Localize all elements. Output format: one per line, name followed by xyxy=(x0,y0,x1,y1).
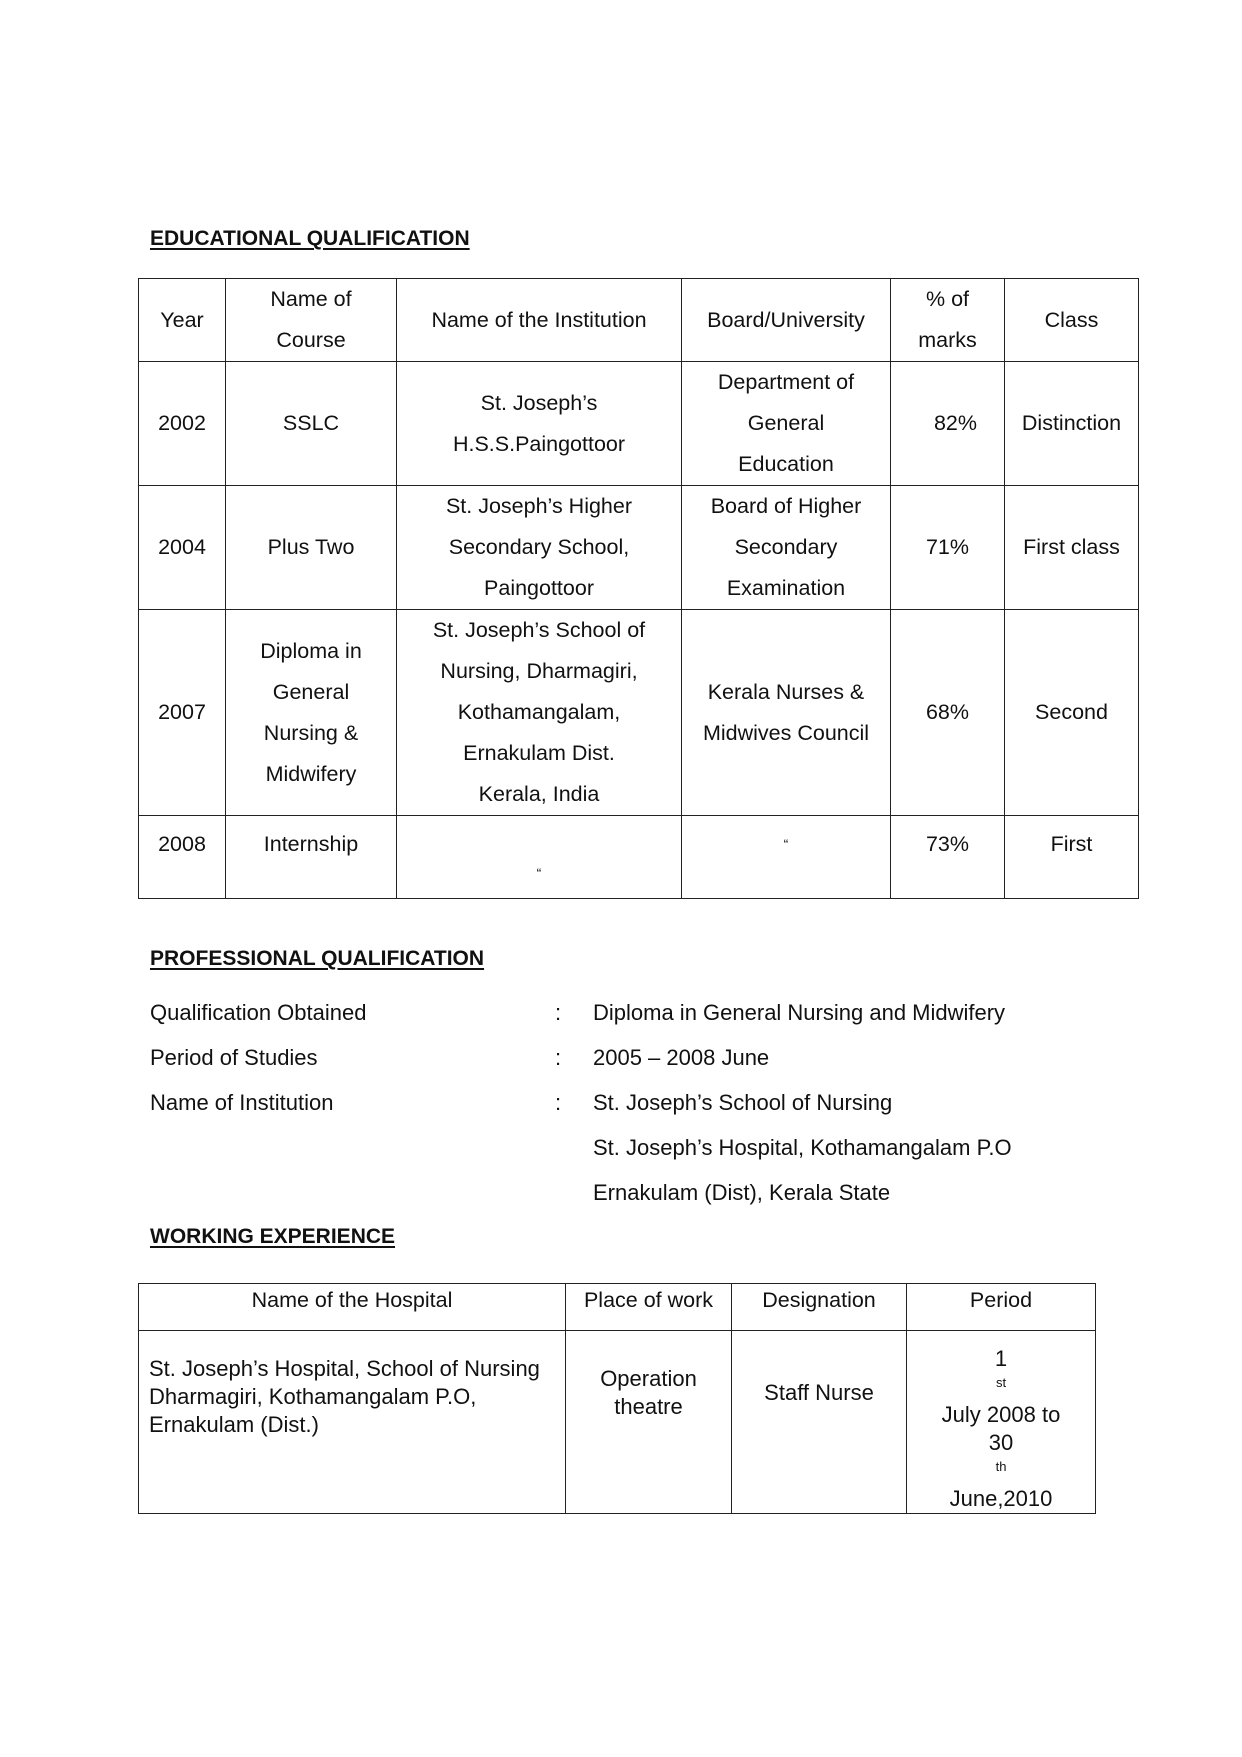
cell-marks: 73% xyxy=(891,816,1005,899)
cell-class: Second xyxy=(1005,610,1139,816)
work-table xyxy=(138,1283,1096,1514)
cell-institution: St. Joseph’s School of Nursing, Dharmagiri, Kothamangalam, Ernakulam Dist. Kerala, India xyxy=(397,610,682,816)
header-course: Name of Course xyxy=(226,279,397,362)
detail-colon: : xyxy=(555,1090,562,1115)
detail-value: Diploma in General Nursing and Midwifery xyxy=(593,1000,1006,1025)
cell-hospital: St. Joseph’s Hospital, School of Nursing Dharmagiri, Kothamangalam P.O, Ernakulam (Dist.) xyxy=(139,1331,566,1514)
cell-marks: 71% xyxy=(891,486,1005,610)
cell-board: Kerala Nurses & Midwives Council xyxy=(682,610,891,816)
cell-marks: 68% xyxy=(891,610,1005,816)
table-row xyxy=(139,1331,1096,1514)
cell-year: 2002 xyxy=(139,362,226,486)
work-header-row xyxy=(139,1284,1096,1331)
table-row xyxy=(139,816,1139,899)
detail-label: Qualification Obtained xyxy=(150,1000,367,1025)
education-table xyxy=(138,278,1139,899)
education-heading: EDUCATIONAL QUALIFICATION xyxy=(150,227,470,250)
work-heading: WORKING EXPERIENCE xyxy=(150,1225,396,1248)
header-institution: Name of the Institution xyxy=(397,279,682,362)
cell-course: SSLC xyxy=(226,362,397,486)
detail-colon: : xyxy=(555,1000,562,1025)
cell-class: Distinction xyxy=(1005,362,1139,486)
cell-course: Plus Two xyxy=(226,486,397,610)
cell-institution: St. Joseph’s H.S.S.Paingottoor xyxy=(397,362,682,486)
cell-board: Board of Higher Secondary Examination xyxy=(682,486,891,610)
cell-institution: St. Joseph’s Higher Secondary School, Paingottoor xyxy=(397,486,682,610)
table-row xyxy=(139,486,1139,610)
professional-heading: PROFESSIONAL QUALIFICATION xyxy=(150,947,485,970)
detail-colon: : xyxy=(555,1045,562,1070)
cell-institution: “ xyxy=(397,816,682,899)
cell-class: First xyxy=(1005,816,1139,899)
cell-place: Operation theatre xyxy=(566,1331,732,1514)
cell-year: 2004 xyxy=(139,486,226,610)
header-hospital: Name of the Hospital xyxy=(139,1284,566,1331)
header-board: Board/University xyxy=(682,279,891,362)
header-period: Period xyxy=(907,1284,1096,1331)
detail-value: St. Joseph’s School of Nursing xyxy=(593,1090,893,1115)
detail-label: Name of Institution xyxy=(150,1090,334,1115)
header-place: Place of work xyxy=(566,1284,732,1331)
cell-year: 2007 xyxy=(139,610,226,816)
cell-course: Diploma in General Nursing & Midwifery xyxy=(226,610,397,816)
cell-class: First class xyxy=(1005,486,1139,610)
header-marks: % of marks xyxy=(891,279,1005,362)
cell-marks: 82% xyxy=(891,362,1005,486)
detail-value: 2005 – 2008 June xyxy=(593,1045,770,1070)
cell-board: Department of General Education xyxy=(682,362,891,486)
table-row xyxy=(139,610,1139,816)
header-designation: Designation xyxy=(732,1284,907,1331)
cell-course: Internship xyxy=(226,816,397,899)
education-header-row xyxy=(139,279,1139,362)
header-class: Class xyxy=(1005,279,1139,362)
cell-period: 1 $^{st}$ July 2008 to 30 $^{th}$ June,2010 xyxy=(907,1331,1096,1514)
detail-label: Period of Studies xyxy=(150,1045,318,1070)
header-year: Year xyxy=(139,279,226,362)
cell-year: 2008 xyxy=(139,816,226,899)
cell-board: “ xyxy=(682,816,891,899)
table-row xyxy=(139,362,1139,486)
cell-designation: Staff Nurse xyxy=(732,1331,907,1514)
